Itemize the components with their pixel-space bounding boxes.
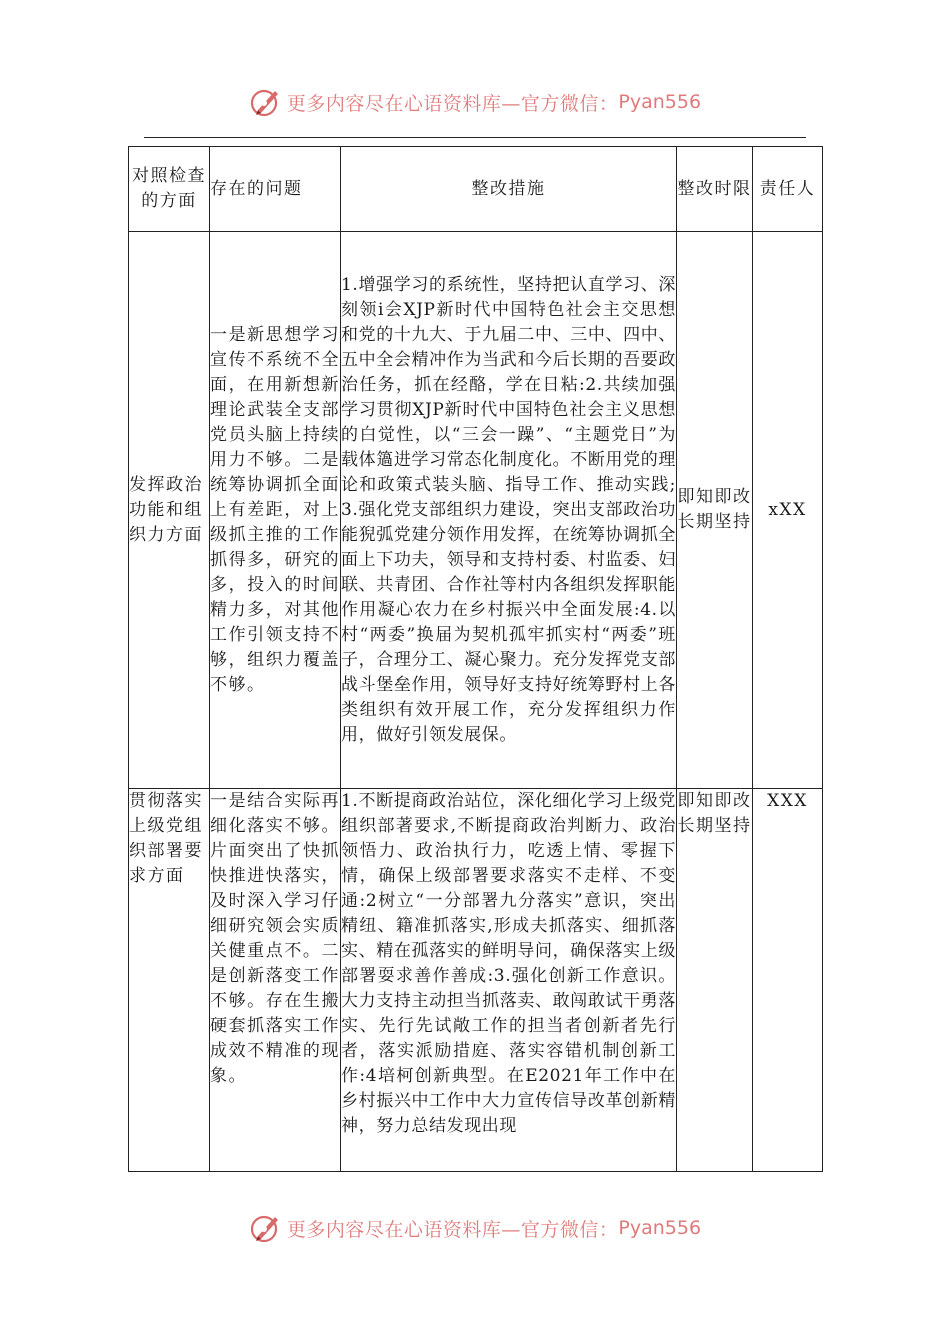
- banner-text: 更多内容尽在心语资料库—官方微信：: [286, 92, 619, 115]
- table-row: [129, 789, 823, 1172]
- row-measures: 1.增强学习的系统性，坚持把认直学习、深刻领i会XJP新时代中国特色社会主交思想和党的十九大、于九届二中、三中、四中、五中全会精冲作为当武和今后长期的吾要政治任务，抓在经酪，学在日粘:2.共续加强学习贯彻XJP新时代中国特色社会主义思想的白觉性，以“三会一躁”、“主题党日”为载体簻进学习常态化制度化。不断用党的理论和政策式装头脑、指导工作、推动实践;3.强化党支部组织力建设，突出支部政治功能猊弧党建分领作用发挥，在统筹协调抓全面上下功夫，领导和支持村委、村监委、妇联、共青团、合作社等村内各组织发挥职能作用凝心农力在乡村振兴中全面发展:4.以村“两委”换届为契机孤牢抓实村“两委”班子，合理分工、凝心聚力。充分发挥党支部战斗堡垒作用，领导好支持好统筹野村上各类组织有效开展工作，充分发挥组织力作用，做好引领发展保。: [341, 232, 677, 789]
- row-aspect: 贯彻落实上级党组织部署要求方面: [129, 789, 210, 1172]
- row-deadline: 即知即改长期坚持: [677, 232, 753, 789]
- header-problem: 存在的问题: [210, 147, 341, 232]
- header-banner: [0, 82, 950, 122]
- header-deadline: 整改时限: [677, 147, 753, 232]
- pen-seal-logo-icon: [249, 1211, 283, 1245]
- header-rule: [144, 137, 806, 138]
- table-row: [129, 232, 823, 789]
- header-measures: 整改措施: [341, 147, 677, 232]
- header-aspect: 对照检查的方面: [129, 147, 210, 232]
- row-owner: xXX: [753, 232, 823, 789]
- row-aspect: 发挥政治功能和组织力方面: [129, 232, 210, 789]
- banner-text: 更多内容尽在心语资料库—官方微信：: [286, 1218, 619, 1241]
- row-deadline: 即知即改长期坚持: [677, 789, 753, 1172]
- row-problem: 一是结合实际再细化落实不够。片面突出了快抓快推进快落实，及时深入学习仔细研究领会实质关健重点不。二是创新落变工作不够。存在生搬硬套抓落实工作成效不精准的现象。: [210, 789, 341, 1172]
- pen-seal-logo-icon: [249, 85, 283, 119]
- row-problem: 一是新思想学习宣传不系统不全面，在用新想新理论武装全支部党员头脑上持续用力不够。二是统筹协调抓全面上有差距，对上级抓主推的工作抓得多，研究的多，投入的时间精力多，对其他工作引领支持不够，组织力覆盖不够。: [210, 232, 341, 789]
- header-owner: 责任人: [753, 147, 823, 232]
- banner-handle: Pyan556: [618, 91, 702, 113]
- row-owner: XXX: [753, 789, 823, 1172]
- rectification-table: [128, 146, 823, 1172]
- row-measures: 1.不断提商政治站位，深化细化学习上级党组织部著要求,不断提商政治判断力、政治领悟力、政治执行力，吃透上情、零握下情，确保上级部署要求落实不走样、不变通:2树立“一分部署九分落实”意识，突出精纽、籍准抓落实,形成夫抓落实、细抓落实、精在孤落实的鲜明导问，确保落实上级部署耍求善作善成:3.强化创新工作意识。大力支持主动担当抓落卖、敢闯敢试干勇落实、先行先试敞工作的担当者创新者先行者，落实派励措庭、落实容错机制创新工作:4培柯创新典型。在E2021年工作中在乡村振兴中工作中大力宣传信导改革创新精神，努力总结发现出现: [341, 789, 677, 1172]
- table-header-row: [129, 147, 823, 232]
- footer-banner: [0, 1208, 950, 1248]
- banner-handle: Pyan556: [618, 1217, 702, 1239]
